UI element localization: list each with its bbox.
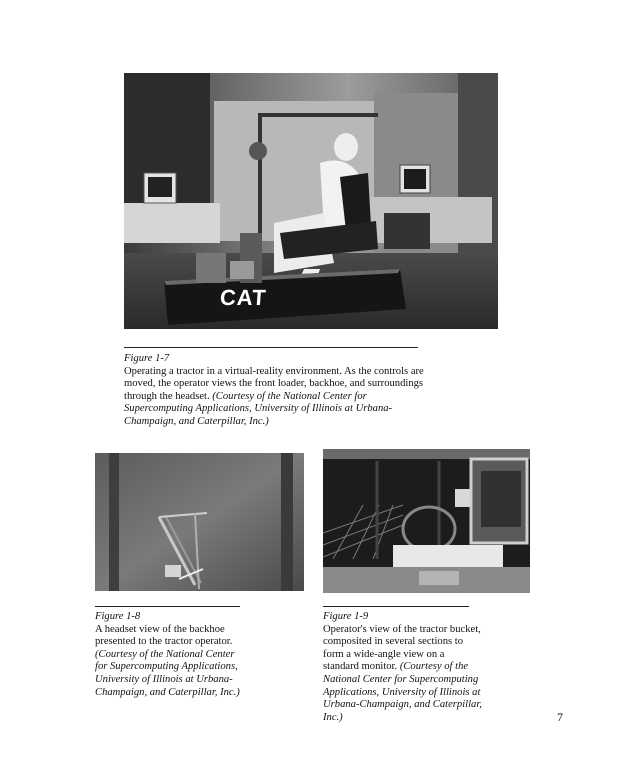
figure-1-7-photo [124, 73, 498, 329]
figure-1-9-photo [323, 449, 530, 593]
caption-text: Operator's view of the tractor bucket, composited in several sections to form a wide-angle view on a standard monitor. [323, 623, 481, 673]
caption-rule [95, 606, 240, 607]
figure-1-9-caption [323, 611, 483, 724]
figure-1-8-caption [95, 611, 245, 699]
figure-label: Figure 1-9 [323, 611, 369, 622]
page-number: 7 [557, 710, 563, 724]
caption-credit: (Courtesy of the National Center for Supercomputing Applications, University of Illinois at Urbana-Champaign, and Caterpillar, Inc.) [124, 390, 393, 427]
cat-logo: CAT [219, 285, 268, 310]
caption-rule [124, 347, 418, 348]
figure-1-8-photo [95, 453, 304, 591]
caption-credit: (Courtesy of the National Center for Supercomputing Applications, University of Illinois at Urbana-Champaign, and Caterpillar, Inc.) [323, 661, 482, 723]
caption-text: A headset view of the backhoe presented to the tractor operator. [95, 623, 233, 648]
figure-label: Figure 1-8 [95, 611, 141, 622]
caption-text: Operating a tractor in a virtual-reality environment. As the controls are moved, the operator views the front loader, backhoe, and surroundings through the headset. [124, 365, 424, 402]
caption-credit: (Courtesy of the National Center for Supercomputing Applications, University of Illinois at Urbana-Champaign, and Caterpillar, Inc.) [95, 648, 240, 698]
figure-1-7-caption [124, 353, 434, 429]
caption-rule [323, 606, 469, 607]
figure-label: Figure 1-7 [124, 353, 170, 364]
